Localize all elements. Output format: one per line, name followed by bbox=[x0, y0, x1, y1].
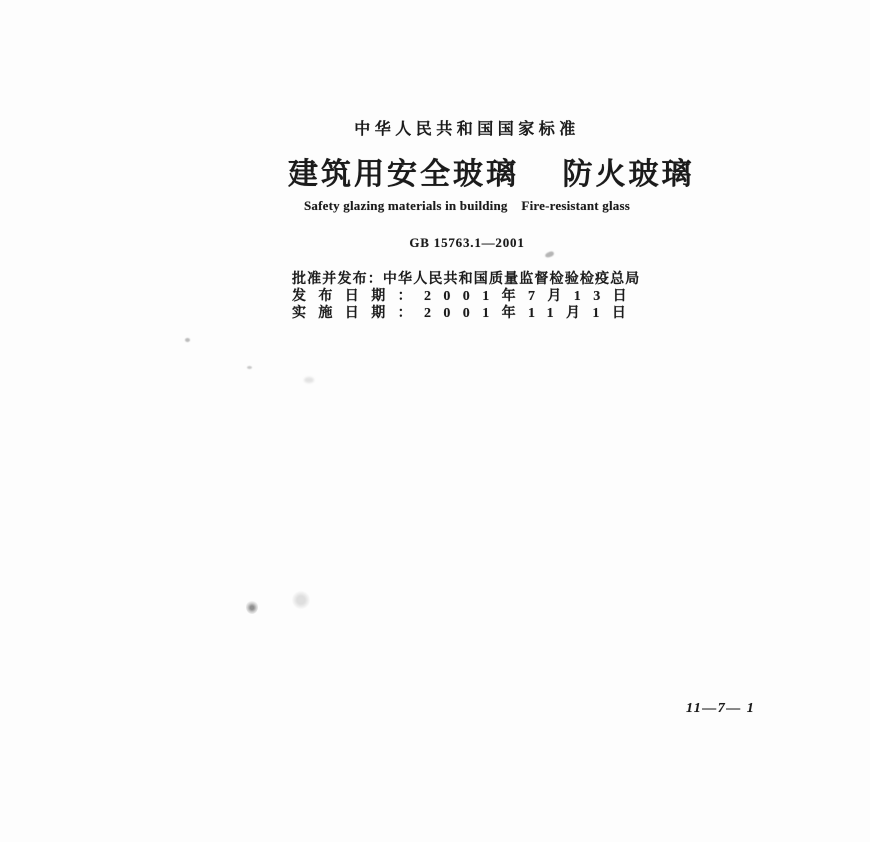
standard-code: GB 15763.1—2001 bbox=[409, 235, 525, 250]
scan-speck bbox=[544, 251, 554, 259]
scan-speck bbox=[246, 600, 258, 614]
page-number: 11—7— 1 bbox=[686, 701, 756, 716]
document-title-english: Safety glazing materials in building Fire-resistant glass bbox=[303, 198, 631, 213]
scan-speck bbox=[304, 377, 314, 383]
implement-date-line: 实施日期：2001年11月1日 bbox=[292, 306, 639, 321]
national-standard-heading: 中华人民共和国国家标准 bbox=[354, 121, 580, 138]
issuance-block bbox=[292, 271, 644, 322]
approved-by-line: 批准并发布：中华人民共和国质量监督检验检疫总局 bbox=[292, 272, 641, 287]
scan-speck bbox=[247, 366, 252, 369]
publish-date-line: 发布日期：2001年7月13日 bbox=[292, 289, 639, 304]
document-title-chinese: 建筑用安全玻璃 防火玻璃 bbox=[288, 158, 695, 191]
scan-speck bbox=[185, 338, 190, 342]
scan-speck bbox=[292, 590, 310, 610]
